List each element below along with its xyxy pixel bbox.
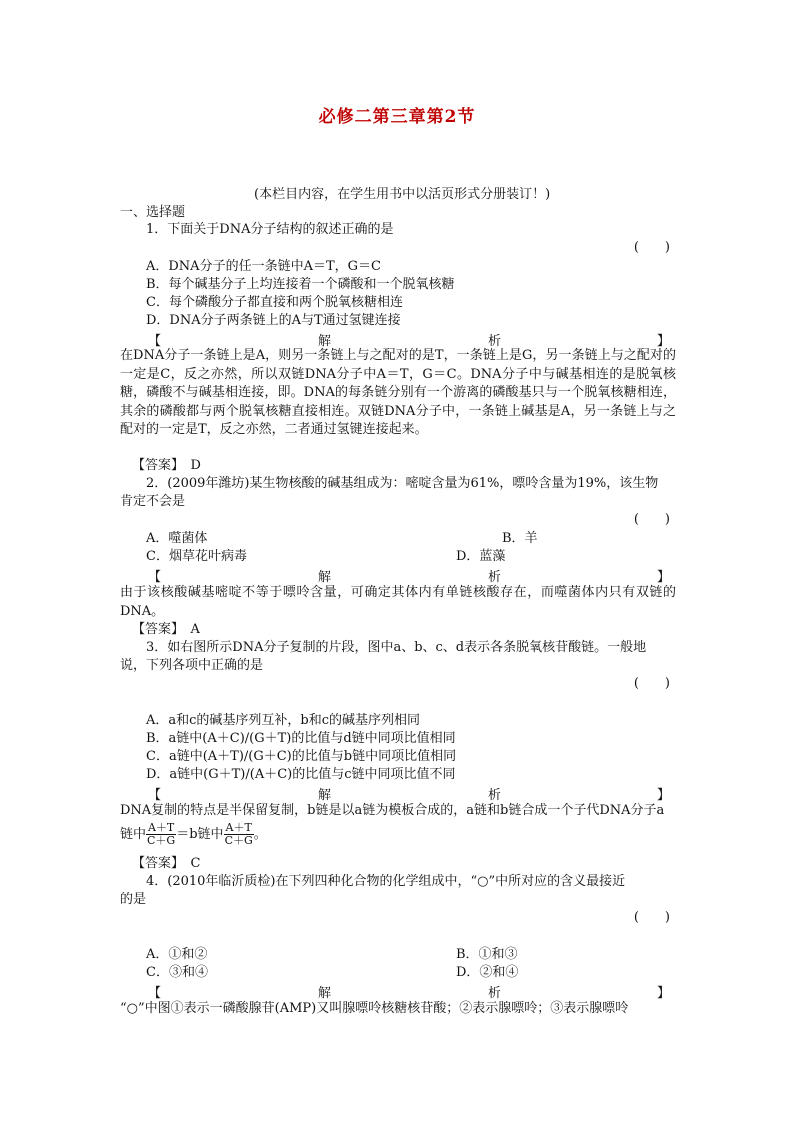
q4-option-a: A．①和② (146, 947, 208, 962)
q3-stem-line2: 说，下列各项中正确的是 (120, 658, 264, 673)
q4-answer-blank: ( ) (633, 910, 670, 925)
q2-option-c: C．烟草花叶病毒 (146, 549, 247, 564)
q2-option-a: A．噬菌体 (146, 531, 208, 546)
q2-option-b: B．羊 (502, 531, 538, 546)
answer-label: 【答案】 (132, 622, 178, 637)
q2-stem-line1: 2．(2009年潍坊)某生物核酸的碱基组成为：嘧啶含量为61%，嘌呤含量为19%，该生物 (146, 476, 659, 491)
q4-stem-line2: 的是 (120, 892, 147, 907)
answer-value: C (190, 856, 201, 871)
q2-analysis-heading: 【 解 析 】 (148, 570, 670, 585)
q3-analysis-heading: 【 解 析 】 (148, 788, 670, 803)
q1-stem: 1．下面关于DNA分子结构的叙述正确的是 (146, 222, 394, 237)
q1-option-a: A．DNA分子的任一条链中A＝T，G＝C (146, 259, 381, 274)
binding-note: (本栏目内容，在学生用书中以活页形式分册装订！) (254, 187, 551, 202)
q2-answer-blank: ( ) (633, 512, 670, 527)
q2-answer (132, 621, 200, 639)
answer-label: 【答案】 (132, 458, 178, 473)
q3-analysis-line2: 链中 $\frac{A+T}{C+G}$ ＝b链中 $\frac{A+T}{C+G}$ 。 (120, 821, 267, 847)
q2-analysis: 由于该核酸碱基嘧啶不等于嘌呤含量，可确定其体内有单链核酸存在，而噬菌体内只有双链的DNA。 (120, 585, 676, 619)
q4-analysis: “○”中图①表示一磷酸腺苷(AMP)又叫腺嘌呤核糖核苷酸；②表示腺嘌呤；③表示腺嘌呤 (120, 1001, 629, 1016)
q4-option-c: C．③和④ (146, 965, 208, 980)
fraction-at-over-cg: $\frac{A+T}{C+G}$ (147, 821, 176, 847)
answer-label: 【答案】 (132, 856, 178, 871)
q1-answer (132, 457, 201, 475)
q2-stem-line2: 肯定不会是 (120, 494, 186, 509)
q3-answer (132, 855, 200, 873)
q1-option-d: D．DNA分子两条链上的A与T通过氢键连接 (146, 313, 401, 328)
answer-value: A (190, 622, 200, 637)
q3-option-d: D．a链中(G＋T)/(A＋C)的比值与c链中同项比值不同 (146, 767, 456, 782)
q4-stem-line1: 4．(2010年临沂质检)在下列四种化合物的化学组成中，“○”中所对应的含义最接近 (146, 874, 626, 889)
q1-answer-blank: ( ) (633, 240, 670, 255)
q4-option-b: B．①和③ (456, 947, 518, 962)
q1-option-b: B．每个碱基分子上均连接着一个磷酸和一个脱氧核糖 (146, 277, 455, 292)
section-heading: 一、选择题 (120, 205, 186, 220)
q3-analysis-line1: DNA复制的特点是半保留复制，b链是以a链为模板合成的，a链和b链合成一个子代DNA分子a (120, 803, 665, 818)
q2-option-d: D．蓝藻 (456, 549, 506, 564)
q1-analysis-heading: 【 解 析 】 (148, 334, 670, 349)
q1-option-c: C．每个磷酸分子都直接和两个脱氧核糖相连 (146, 295, 403, 310)
page-title: 必修二第三章第2节 (318, 107, 476, 127)
answer-value: D (190, 458, 201, 473)
q3-stem-line1: 3．如右图所示DNA分子复制的片段，图中a、b、c、d表示各条脱氧核苷酸链。一般地 (146, 640, 647, 655)
fraction-at-over-cg: $\frac{A+T}{C+G}$ (224, 821, 253, 847)
q4-analysis-heading: 【 解 析 】 (148, 986, 670, 1001)
q3-answer-blank: ( ) (633, 676, 670, 691)
q3-option-a: A．a和c的碱基序列互补，b和c的碱基序列相同 (146, 713, 421, 728)
q1-analysis: 在DNA分子一条链上是A，则另一条链上与之配对的是T，一条链上是G，另一条链上与之配对的一定是C，反之亦然，所以双链DNA分子中A＝T，G＝C。DNA分子中与碱基相连的是脱氧核糖，磷酸不与碱基相连接，即。DNA的每条链分别有一个游离的磷酸基只与一个脱氧核糖相连，其余的磷酸都与两个脱氧核糖直接相连。双链DNA分子中，一条链上碱基是A，另一条链上与之配对的一定是T，反之亦然，二者通过氢键连接起来。 (120, 348, 676, 437)
q4-option-d: D．②和④ (456, 965, 519, 980)
q3-option-c: C．a链中(A＋T)/(G＋C)的比值与b链中同项比值相同 (146, 749, 457, 764)
q3-option-b: B．a链中(A＋C)/(G＋T)的比值与d链中同项比值相同 (146, 731, 456, 746)
